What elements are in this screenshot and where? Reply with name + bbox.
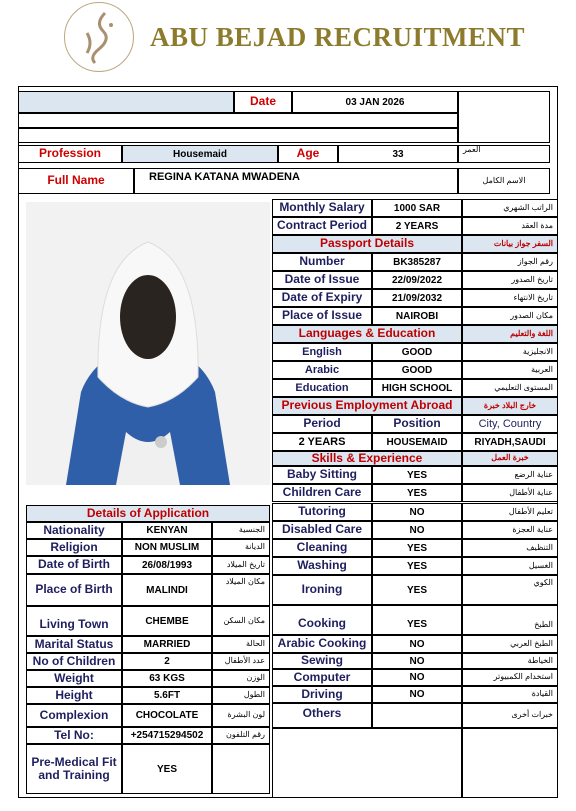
education-label: Education [272,379,372,397]
app-label: Complexion [26,704,122,727]
blank-row [18,113,458,128]
date-label: Date [234,91,292,113]
fullname-ar: الاسم الكامل [458,168,550,194]
issue-date-value: 22/09/2022 [372,271,462,289]
app-label: Place of Birth [26,574,122,606]
skill-value: NO [372,653,462,669]
blank-cell [462,728,558,798]
english-ar: الانجليزية [462,343,558,361]
app-ar [212,744,270,794]
languages-section-title: Languages & Education [272,325,462,343]
period-header: Period [272,415,372,433]
app-ar: لون البشرة [212,704,270,727]
skill-label: Driving [272,686,372,703]
skill-label: Tutoring [272,503,372,521]
place-of-issue-ar: مكان الصدور [462,307,558,325]
app-value: NON MUSLIM [122,539,212,556]
app-value: KENYAN [122,522,212,539]
skill-ar: عناية الرضع [462,466,558,484]
app-label: Living Town [26,606,122,636]
age-ar: العمر [458,145,550,163]
passport-number-value: BK385287 [372,253,462,271]
app-label: Tel No: [26,727,122,744]
candidate-photo [26,202,270,485]
arabic-ar: العربية [462,361,558,379]
skill-ar: القيادة [462,686,558,703]
blank-row [18,128,458,143]
skill-value: NO [372,669,462,686]
skill-label: Children Care [272,484,372,502]
app-ar: الحالة [212,636,270,653]
skill-ar: الطبخ [462,605,558,635]
app-label: Date of Birth [26,556,122,574]
app-ar: عدد الأطفال [212,653,270,670]
calligraphy-icon [65,3,132,70]
app-ar: مكان السكن [212,606,270,636]
date-value: 03 JAN 2026 [292,91,458,113]
app-value: YES [122,744,212,794]
previous-employment-ar: خارج البلاد خبرة [462,397,558,415]
skill-label: Computer [272,669,372,686]
app-value: 26/08/1993 [122,556,212,574]
skill-value: NO [372,503,462,521]
skill-label: Disabled Care [272,521,372,539]
fullname-value: REGINA KATANA MWADENA [134,168,458,194]
contract-value: 2 YEARS [372,217,462,235]
skill-label: Baby Sitting [272,466,372,484]
app-label: Marital Status [26,636,122,653]
skill-label: Ironing [272,575,372,605]
salary-ar: الراتب الشهري [462,199,558,217]
skill-value: NO [372,686,462,703]
app-value: 5.6FT [122,687,212,704]
education-value: HIGH SCHOOL [372,379,462,397]
app-label: Height [26,687,122,704]
app-label: Nationality [26,522,122,539]
skills-section-ar: خبرة العمل [462,451,558,466]
skill-label: Cleaning [272,539,372,557]
education-ar: المستوى التعليمي [462,379,558,397]
app-label: Religion [26,539,122,556]
app-label: No of Children [26,653,122,670]
app-label: Pre-Medical Fit and Training [26,744,122,794]
app-value: 2 [122,653,212,670]
age-label: Age [278,145,338,163]
app-value: CHOCOLATE [122,704,212,727]
blank-cell [18,91,234,113]
passport-number-ar: رقم الجواز [462,253,558,271]
skill-value: YES [372,466,462,484]
skill-ar: الغسيل [462,557,558,575]
skill-value: YES [372,484,462,502]
salary-label: Monthly Salary [272,199,372,217]
app-value: +254715294502 [122,727,212,744]
arabic-label: Arabic [272,361,372,379]
prev-city-value: RIYADH,SAUDI [462,433,558,451]
app-ar: الوزن [212,670,270,687]
app-ar: الجنسية [212,522,270,539]
application-section-title: Details of Application [26,505,270,522]
english-label: English [272,343,372,361]
skill-ar: الخياطة [462,653,558,669]
app-ar: مكان الميلاد [212,574,270,606]
age-value: 33 [338,145,458,163]
skill-value: YES [372,539,462,557]
prev-period-value: 2 YEARS [272,433,372,451]
app-value: MALINDI [122,574,212,606]
skill-value: YES [372,575,462,605]
profession-label: Profession [18,145,122,163]
place-of-issue-value: NAIROBI [372,307,462,325]
skill-value: YES [372,605,462,635]
app-ar: الديانة [212,539,270,556]
skills-section-title: Skills & Experience [272,451,462,466]
app-ar: تاريخ الميلاد [212,556,270,574]
skill-ar: استخدام الكمبيوتر [462,669,558,686]
skill-value [372,703,462,728]
skill-ar: التنظيف [462,539,558,557]
skill-label: Arabic Cooking [272,635,372,653]
skill-ar: خبرات أخرى [462,703,558,728]
app-value: CHEMBE [122,606,212,636]
profession-value: Housemaid [122,145,278,163]
passport-section-ar: السفر جواز بيانات [462,235,558,253]
position-header: Position [372,415,462,433]
blank-cell [272,728,462,798]
issue-date-label: Date of Issue [272,271,372,289]
skill-ar: عناية العجزة [462,521,558,539]
languages-section-ar: اللغة والتعليم [462,325,558,343]
app-value: 63 KGS [122,670,212,687]
app-value: MARRIED [122,636,212,653]
skill-ar: الكوي [462,575,558,605]
company-logo [64,2,134,72]
english-value: GOOD [372,343,462,361]
skill-ar: الطبخ العربي [462,635,558,653]
skill-label: Washing [272,557,372,575]
skill-value: YES [372,557,462,575]
skill-value: NO [372,521,462,539]
expiry-date-label: Date of Expiry [272,289,372,307]
contract-ar: مدة العقد [462,217,558,235]
issue-date-ar: تاريخ الصدور [462,271,558,289]
skill-label: Others [272,703,372,728]
salary-value: 1000 SAR [372,199,462,217]
expiry-date-ar: تاريخ الانتهاء [462,289,558,307]
expiry-date-value: 21/09/2032 [372,289,462,307]
previous-employment-title: Previous Employment Abroad [272,397,462,415]
blank-cell [458,91,550,143]
skill-value: NO [372,635,462,653]
app-ar: الطول [212,687,270,704]
arabic-value: GOOD [372,361,462,379]
company-name: ABU BEJAD RECRUITMENT [150,22,526,52]
passport-number-label: Number [272,253,372,271]
skill-ar: تعليم الأطفال [462,503,558,521]
city-country-header: City, Country [462,415,558,433]
app-label: Weight [26,670,122,687]
place-of-issue-label: Place of Issue [272,307,372,325]
skill-ar: عناية الأطفال [462,484,558,502]
contract-label: Contract Period [272,217,372,235]
app-ar: رقم التلفون [212,727,270,744]
prev-position-value: HOUSEMAID [372,433,462,451]
passport-section-title: Passport Details [272,235,462,253]
skill-label: Sewing [272,653,372,669]
skill-label: Cooking [272,605,372,635]
fullname-label: Full Name [18,168,134,194]
